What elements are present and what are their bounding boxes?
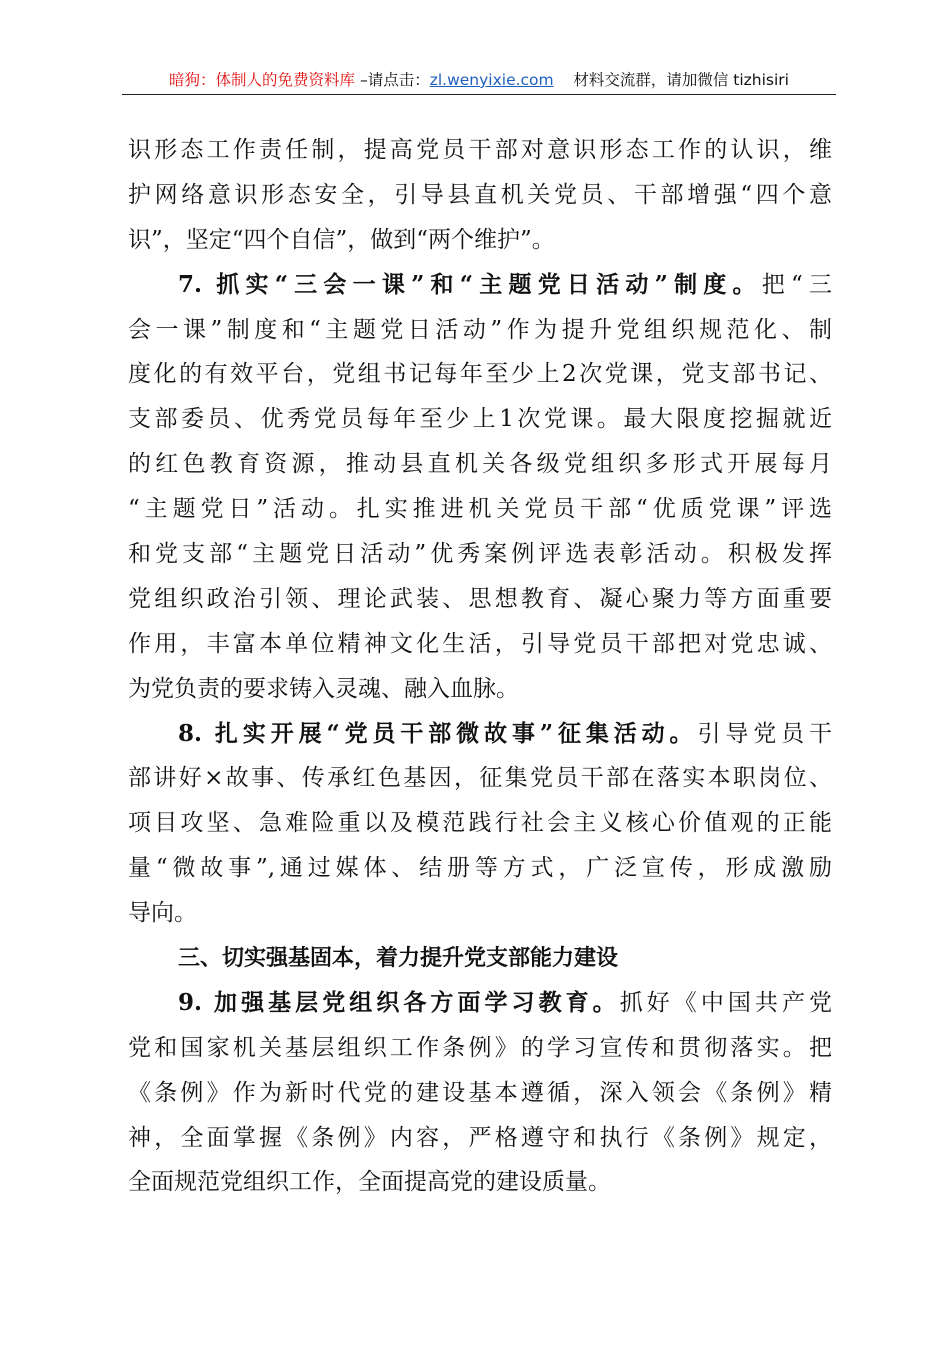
- text-line: [128, 1071, 832, 1116]
- paragraph-text: 党组织政治引领、理论武装、思想教育、凝心聚力等方面重要: [128, 585, 832, 612]
- paragraph-text: 会一课”制度和“主题党日活动”作为提升党组织规范化、制: [128, 316, 832, 343]
- paragraph-text: 度化的有效平台，党组书记每年至少上2次党课，党支部书记、: [128, 361, 832, 388]
- text-line: [128, 352, 832, 397]
- paragraph-text: 为党负责的要求铸入灵魂、融入血脉。: [128, 675, 519, 702]
- text-line: [128, 442, 832, 487]
- text-line: [128, 981, 832, 1026]
- item-heading: 9. 加强基层党组织各方面学习教育。: [178, 988, 620, 1016]
- document-body: [128, 128, 832, 1205]
- text-line: [128, 532, 832, 577]
- paragraph-text: 支部委员、优秀党员每年至少上1次党课。最大限度挖掘就近: [128, 406, 832, 433]
- paragraph-text: 抓好《中国共产党: [619, 989, 832, 1016]
- paragraph-text: 识”，坚定“四个自信”，做到“两个维护”。: [128, 226, 555, 253]
- text-line: [128, 1160, 832, 1205]
- paragraph-text: 把“三: [761, 271, 833, 298]
- paragraph-text: 项目攻坚、急难险重以及模范践行社会主义核心价值观的正能: [128, 810, 832, 837]
- paragraph-text: 全面规范党组织工作，全面提高党的建设质量。: [128, 1169, 611, 1196]
- paragraph-text: “主题党日”活动。扎实推进机关党员干部“优质党课”评选: [128, 496, 832, 523]
- paragraph-text: 的红色教育资源，推动县直机关各级党组织多形式开展每月: [128, 451, 832, 478]
- text-line: [128, 846, 832, 891]
- page-header: [122, 68, 836, 95]
- paragraph-text: 导向。: [128, 900, 197, 927]
- paragraph-text: 作用，丰富本单位精神文化生活，引导党员干部把对党忠诚、: [128, 630, 832, 657]
- paragraph-text: 量“微故事”,通过媒体、结册等方式，广泛宣传，形成激励: [128, 855, 832, 882]
- paragraph-text: 《条例》作为新时代党的建设基本遵循，深入领会《条例》精: [128, 1079, 832, 1106]
- item-heading: 7. 抓实“三会一课”和“主题党日活动”制度。: [178, 270, 762, 298]
- paragraph-text: 护网络意识形态安全，引导县直机关党员、干部增强“四个意: [128, 181, 832, 208]
- text-line: [128, 308, 832, 353]
- header-prompt: –请点击：: [355, 71, 430, 89]
- text-line: [128, 128, 832, 173]
- text-line: [128, 756, 832, 801]
- text-line: [128, 801, 832, 846]
- paragraph-text: 和党支部“主题党日活动”优秀案例评选表彰活动。积极发挥: [128, 541, 832, 568]
- text-line: [128, 667, 832, 712]
- text-line: [128, 712, 832, 757]
- paragraph-text: 党和国家机关基层组织工作条例》的学习宣传和贯彻落实。把: [128, 1034, 832, 1061]
- text-line: [128, 1026, 832, 1071]
- text-line: [128, 218, 832, 263]
- section-heading: 三、切实强基固本，着力提升党支部能力建设: [178, 946, 619, 972]
- text-line: [128, 173, 832, 218]
- item-heading: 8. 扎实开展“党员干部微故事”征集活动。: [178, 719, 698, 747]
- text-line: [128, 263, 832, 308]
- text-line: [128, 397, 832, 442]
- paragraph-text: 识形态工作责任制，提高党员干部对意识形态工作的认识，维: [128, 137, 832, 163]
- header-contact: 材料交流群，请加微信 tizhisiri: [553, 71, 789, 89]
- text-line: [128, 936, 832, 981]
- text-line: [128, 891, 832, 936]
- text-line: [128, 487, 832, 532]
- paragraph-text: 部讲好×故事、传承红色基因，征集党员干部在落实本职岗位、: [128, 765, 832, 792]
- header-site-name: 暗狗：体制人的免费资料库: [169, 71, 356, 89]
- text-line: [128, 622, 832, 667]
- header-link[interactable]: zl.wenyixie.com: [429, 71, 554, 89]
- paragraph-text: 神，全面掌握《条例》内容，严格遵守和执行《条例》规定，: [128, 1124, 832, 1151]
- text-line: [128, 1116, 832, 1161]
- text-line: [128, 577, 832, 622]
- paragraph-text: 引导党员干: [697, 720, 833, 747]
